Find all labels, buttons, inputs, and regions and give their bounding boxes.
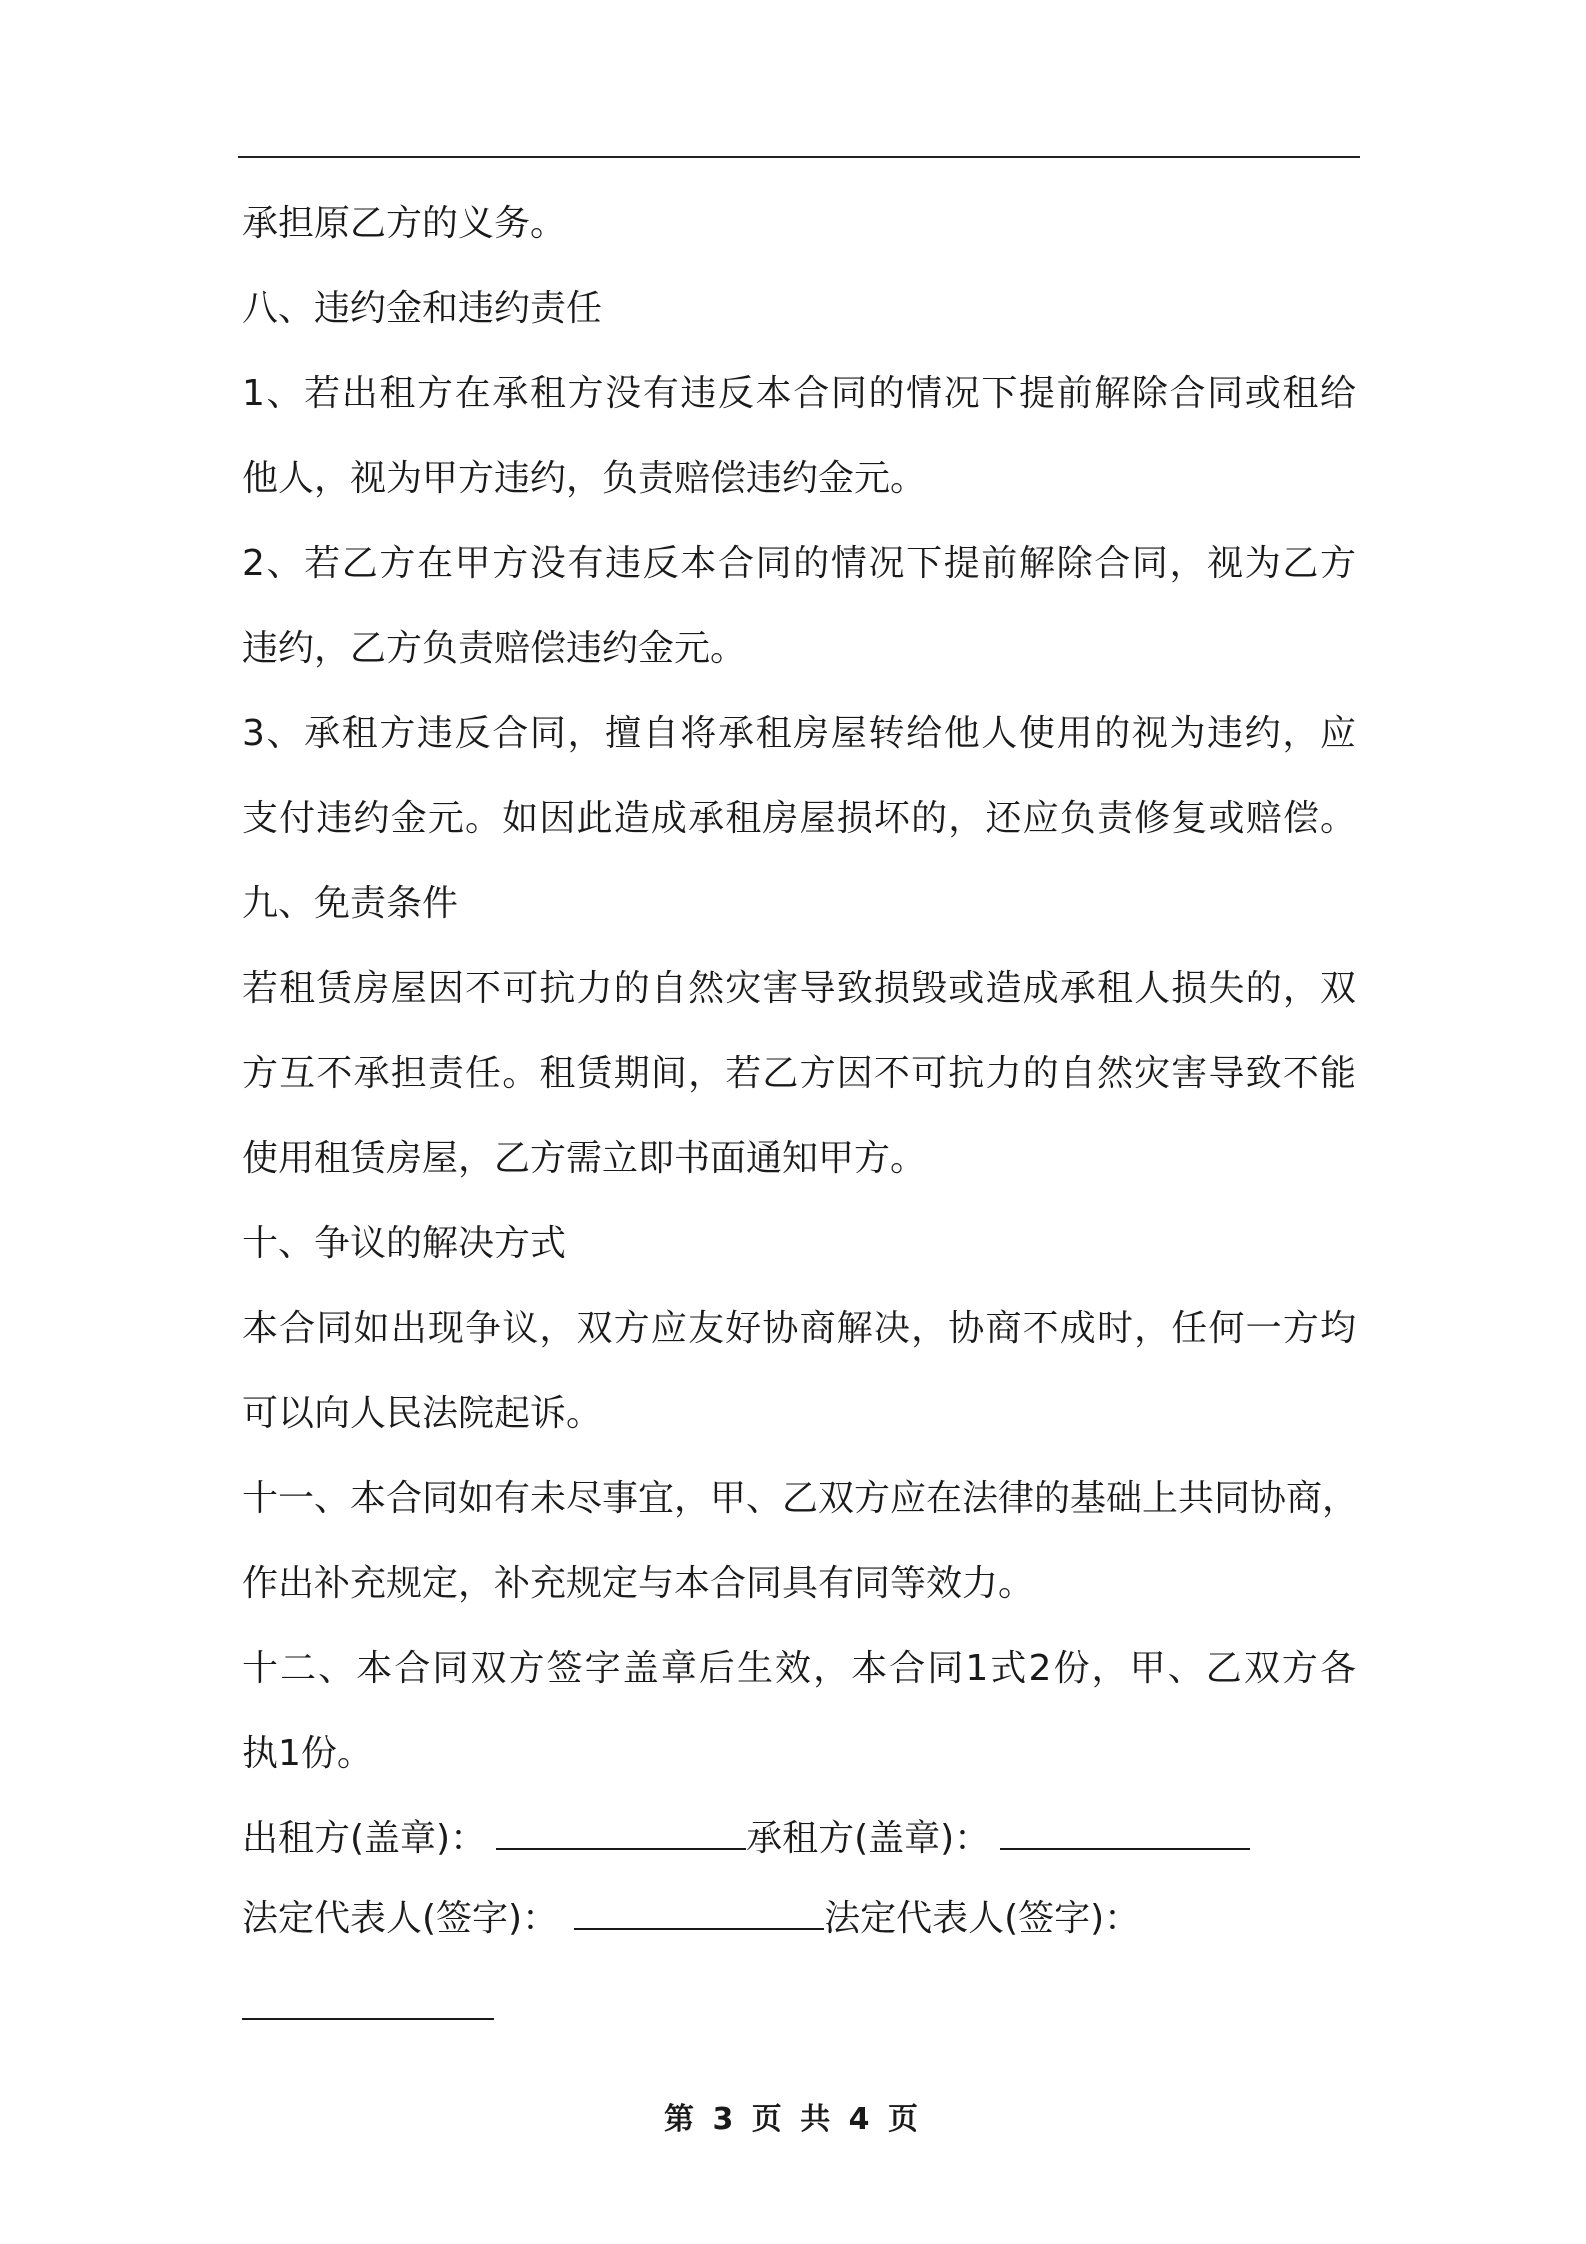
header-rule	[238, 156, 1360, 158]
lessor-seal-blank	[496, 1848, 746, 1850]
paragraph-line: 支付违约金元。如因此造成承租房屋损坏的，还应负责修复或赔偿。	[242, 798, 1356, 839]
lessor-rep-label: 法定代表人(签字)：	[242, 1898, 559, 1939]
lessee-rep-blank	[242, 2018, 494, 2020]
signature-row-seal	[242, 1813, 1356, 1865]
paragraph-line: 2、若乙方在甲方没有违反本合同的情况下提前解除合同，视为乙方	[242, 543, 1356, 584]
paragraph-line: 可以向人民法院起诉。	[242, 1393, 603, 1434]
paragraph-line: 违约，乙方负责赔偿违约金元。	[242, 628, 747, 669]
lessee-rep-label: 法定代表人(签字)：	[824, 1898, 1141, 1939]
section-heading-8: 八、违约金和违约责任	[242, 288, 603, 329]
lessor-rep-blank	[574, 1928, 824, 1930]
paragraph-line: 十二、本合同双方签字盖章后生效，本合同1式2份，甲、乙双方各	[242, 1648, 1356, 1689]
lessee-seal-blank	[1000, 1848, 1250, 1850]
section-heading-10: 十、争议的解决方式	[242, 1223, 567, 1264]
paragraph-line: 作出补充规定，补充规定与本合同具有同等效力。	[242, 1563, 1035, 1604]
paragraph-line: 承担原乙方的义务。	[242, 203, 567, 244]
signature-row-rep	[242, 1893, 1356, 1945]
paragraph-line: 使用租赁房屋，乙方需立即书面通知甲方。	[242, 1138, 927, 1179]
paragraph-line: 本合同如出现争议，双方应友好协商解决，协商不成时，任何一方均	[242, 1308, 1356, 1349]
paragraph-line: 若租赁房屋因不可抗力的自然灾害导致损毁或造成承租人损失的，双	[242, 968, 1356, 1009]
paragraph-line: 方互不承担责任。租赁期间，若乙方因不可抗力的自然灾害导致不能	[242, 1053, 1356, 1094]
lessee-seal-label: 承租方(盖章)：	[746, 1818, 991, 1859]
section-heading-9: 九、免责条件	[242, 883, 459, 924]
paragraph-line: 执1份。	[242, 1733, 373, 1774]
paragraph-line: 1、若出租方在承租方没有违反本合同的情况下提前解除合同或租给	[242, 373, 1356, 414]
lessor-seal-label: 出租方(盖章)：	[242, 1818, 487, 1859]
paragraph-line: 3、承租方违反合同，擅自将承租房屋转给他人使用的视为违约，应	[242, 713, 1356, 754]
paragraph-line: 他人，视为甲方违约，负责赔偿违约金元。	[242, 458, 927, 499]
page-footer: 第 3 页 共 4 页	[664, 2102, 922, 2137]
signature-row-continuation	[242, 1973, 1356, 2025]
paragraph-line: 十一、本合同如有未尽事宜，甲、乙双方应在法律的基础上共同协商，	[242, 1478, 1359, 1519]
